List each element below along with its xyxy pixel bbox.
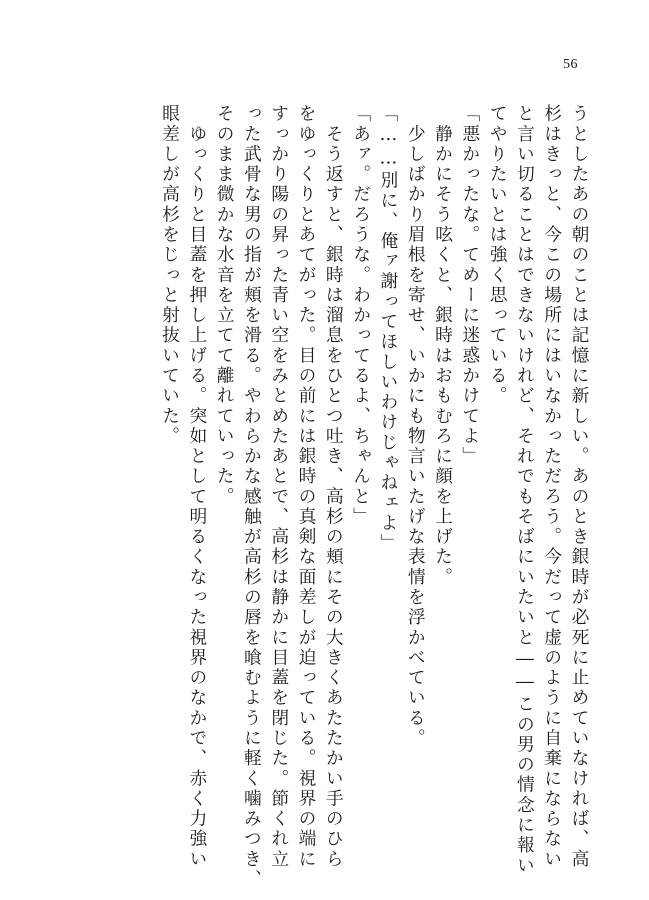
- text-line: そう返すと、銀時は溜息をひとつ吐き、高杉の頬にその大きくあたたかい手のひら: [323, 104, 345, 870]
- text-line: 少しばかり眉根を寄せ、いかにも物言いたげな表情を浮かべている。: [405, 104, 427, 749]
- text-line: うとしたあの朝のことは記憶に新しい。あのとき銀時が必死に止めていなければ、高: [569, 104, 590, 870]
- text-line: 「……別に、俺ァ謝ってほしいわけじゃねェよ」: [377, 104, 399, 554]
- text-line: ゆっくりと目蓋を押し上げる。突如として明るくなった視界のなかで、赤く力強い: [186, 104, 208, 870]
- text-line: すっかり陽の昇った青い空をみとめたあとで、高杉は静かに目蓋を閉じた。節くれ立: [268, 104, 290, 870]
- text-line: てやりたいとは強く思っている。: [487, 104, 509, 407]
- page-number: 56: [563, 57, 578, 72]
- text-line: と言い切ることはできないけれど、それでもそばにいたいと――この男の情念に報い: [514, 104, 536, 876]
- text-line: そのまま微かな水音を立てて離れていった。: [214, 104, 236, 507]
- text-line: 「悪かったな。てめーに迷惑かけてよ」: [459, 104, 481, 467]
- text-line: った武骨な男の指が頬を滑る。やわらかな感触が高杉の唇を喰むように軽く噛みつき、: [241, 104, 263, 890]
- text-line: 杉はきっと、今この場所にはいなかっただろう。今だって虚のように自棄にならない: [541, 104, 563, 870]
- text-line: をゆっくりとあてがった。目の前には銀時の真剣な面差しが迫っている。視界の端に: [296, 104, 318, 870]
- vertical-text-body: [156, 104, 593, 890]
- text-line: 眼差しが高杉をじっと射抜いていた。: [159, 104, 181, 447]
- text-line: 「あァ。だろうな。わかってるよ、ちゃんと」: [350, 104, 372, 527]
- text-line: 静かにそう呟くと、銀時はおもむろに顔を上げた。: [432, 104, 454, 588]
